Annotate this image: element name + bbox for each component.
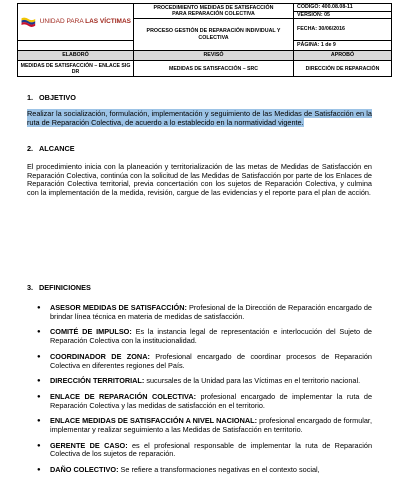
definition-item: ● ENLACE DE REPARACIÓN COLECTIVA: profesional encargado de implementar la ruta de Reparación Colectiva y las medidas de satisfacción en el territorio. <box>37 393 372 410</box>
definition-item: ● DAÑO COLECTIVO: Se refiere a transformaciones negativas en el contexto social, <box>37 466 372 475</box>
col-elaboro-label: ELABORÓ <box>18 51 134 61</box>
col-aprobo-label: APROBÓ <box>294 51 392 61</box>
document-title: PROCEDIMIENTO MEDIDAS DE SATISFACCIÓN PARA REPARACIÓN COLECTIVA <box>134 4 294 19</box>
section-heading-objetivo: 1. OBJETIVO <box>27 93 76 102</box>
document-version: VERSIÓN: 05 <box>294 11 392 19</box>
logo-bold: LAS VÍCTIMAS <box>85 17 131 25</box>
definition-item: ● DIRECCIÓN TERRITORIAL: sucursales de la Unidad para las Víctimas en el territorio nacional. <box>37 377 372 386</box>
objetivo-paragraph[interactable] <box>27 110 372 127</box>
section-heading-definiciones: 3. DEFINICIONES <box>27 283 91 292</box>
definition-item: ● ENLACE MEDIDAS DE SATISFACCIÓN A NIVEL NACIONAL: profesional encargado de formular, implementar y realizar seguimiento a las Medidas de Satisfacción en territorio. <box>37 417 372 434</box>
definition-item: ● ASESOR MEDIDAS DE SATISFACCIÓN: Profesional de la Dirección de Reparación encargado de brindar línea técnica en materia de medidas de satisfacción. <box>37 304 372 321</box>
definition-item: ● GERENTE DE CASO: es el profesional responsable de implementar la ruta de Reparación Colectiva de los sujetos de reparación. <box>37 442 372 459</box>
document-code: CÓDIGO: 400.08.08-11 <box>294 4 392 12</box>
col-reviso-label: REVISÓ <box>134 51 294 61</box>
definition-item: ● COORDINADOR DE ZONA: Profesional encargado de coordinar procesos de Reparación Colectiva en diferentes regiones del País. <box>37 353 372 370</box>
document-header-table <box>17 3 392 77</box>
elaboro-value: MEDIDAS DE SATISFACCIÓN – ENLACE SIG DR <box>18 61 134 77</box>
logo-cell-bottom <box>18 41 134 51</box>
logo-cell <box>18 4 134 41</box>
flag-emblem-icon <box>20 15 37 29</box>
alcance-paragraph[interactable]: El procedimiento inicia con la planeación y territorialización de las metas de Medidas de Satisfacción en Reparación Colectiva, continúa con la solicitud de las Medidas de Satisfacción por parte de los Enlaces de Reparación Colectiva territorial, previa concertación con los sujetos de Reparación Colectiva, y culmina con la implementación de la medida, revisión, cargue de las evidencias y el reporte para el plan de acción. <box>27 162 372 198</box>
aprobo-value: DIRECCIÓN DE REPARACIÓN <box>294 61 392 77</box>
process-name: PROCESO GESTIÓN DE REPARACIÓN INDIVIDUAL Y COLECTIVA <box>134 19 294 51</box>
definition-item: ● COMITÉ DE IMPULSO: Es la instancia legal de representación e interlocución del Sujeto de Reparación Colectiva con la institucionalidad. <box>37 328 372 345</box>
selected-text[interactable]: Realizar la socialización, formulación, implementación y seguimiento de las Medidas de Satisfacción en la ruta de Reparación Colectiva, de acuerdo a lo establecido en la normatividad vigente. <box>27 109 372 127</box>
section-heading-alcance: 2. ALCANCE <box>27 144 75 153</box>
unidad-victimas-logo <box>20 15 131 29</box>
page-number: PÁGINA: 1 de 9 <box>294 41 392 51</box>
reviso-value: MEDIDAS DE SATISFACCIÓN – SRC <box>134 61 294 77</box>
logo-prefix: UNIDAD PARA <box>39 17 84 25</box>
document-date: FECHA: 30/06/2016 <box>294 19 392 41</box>
definitions-list <box>37 304 372 482</box>
